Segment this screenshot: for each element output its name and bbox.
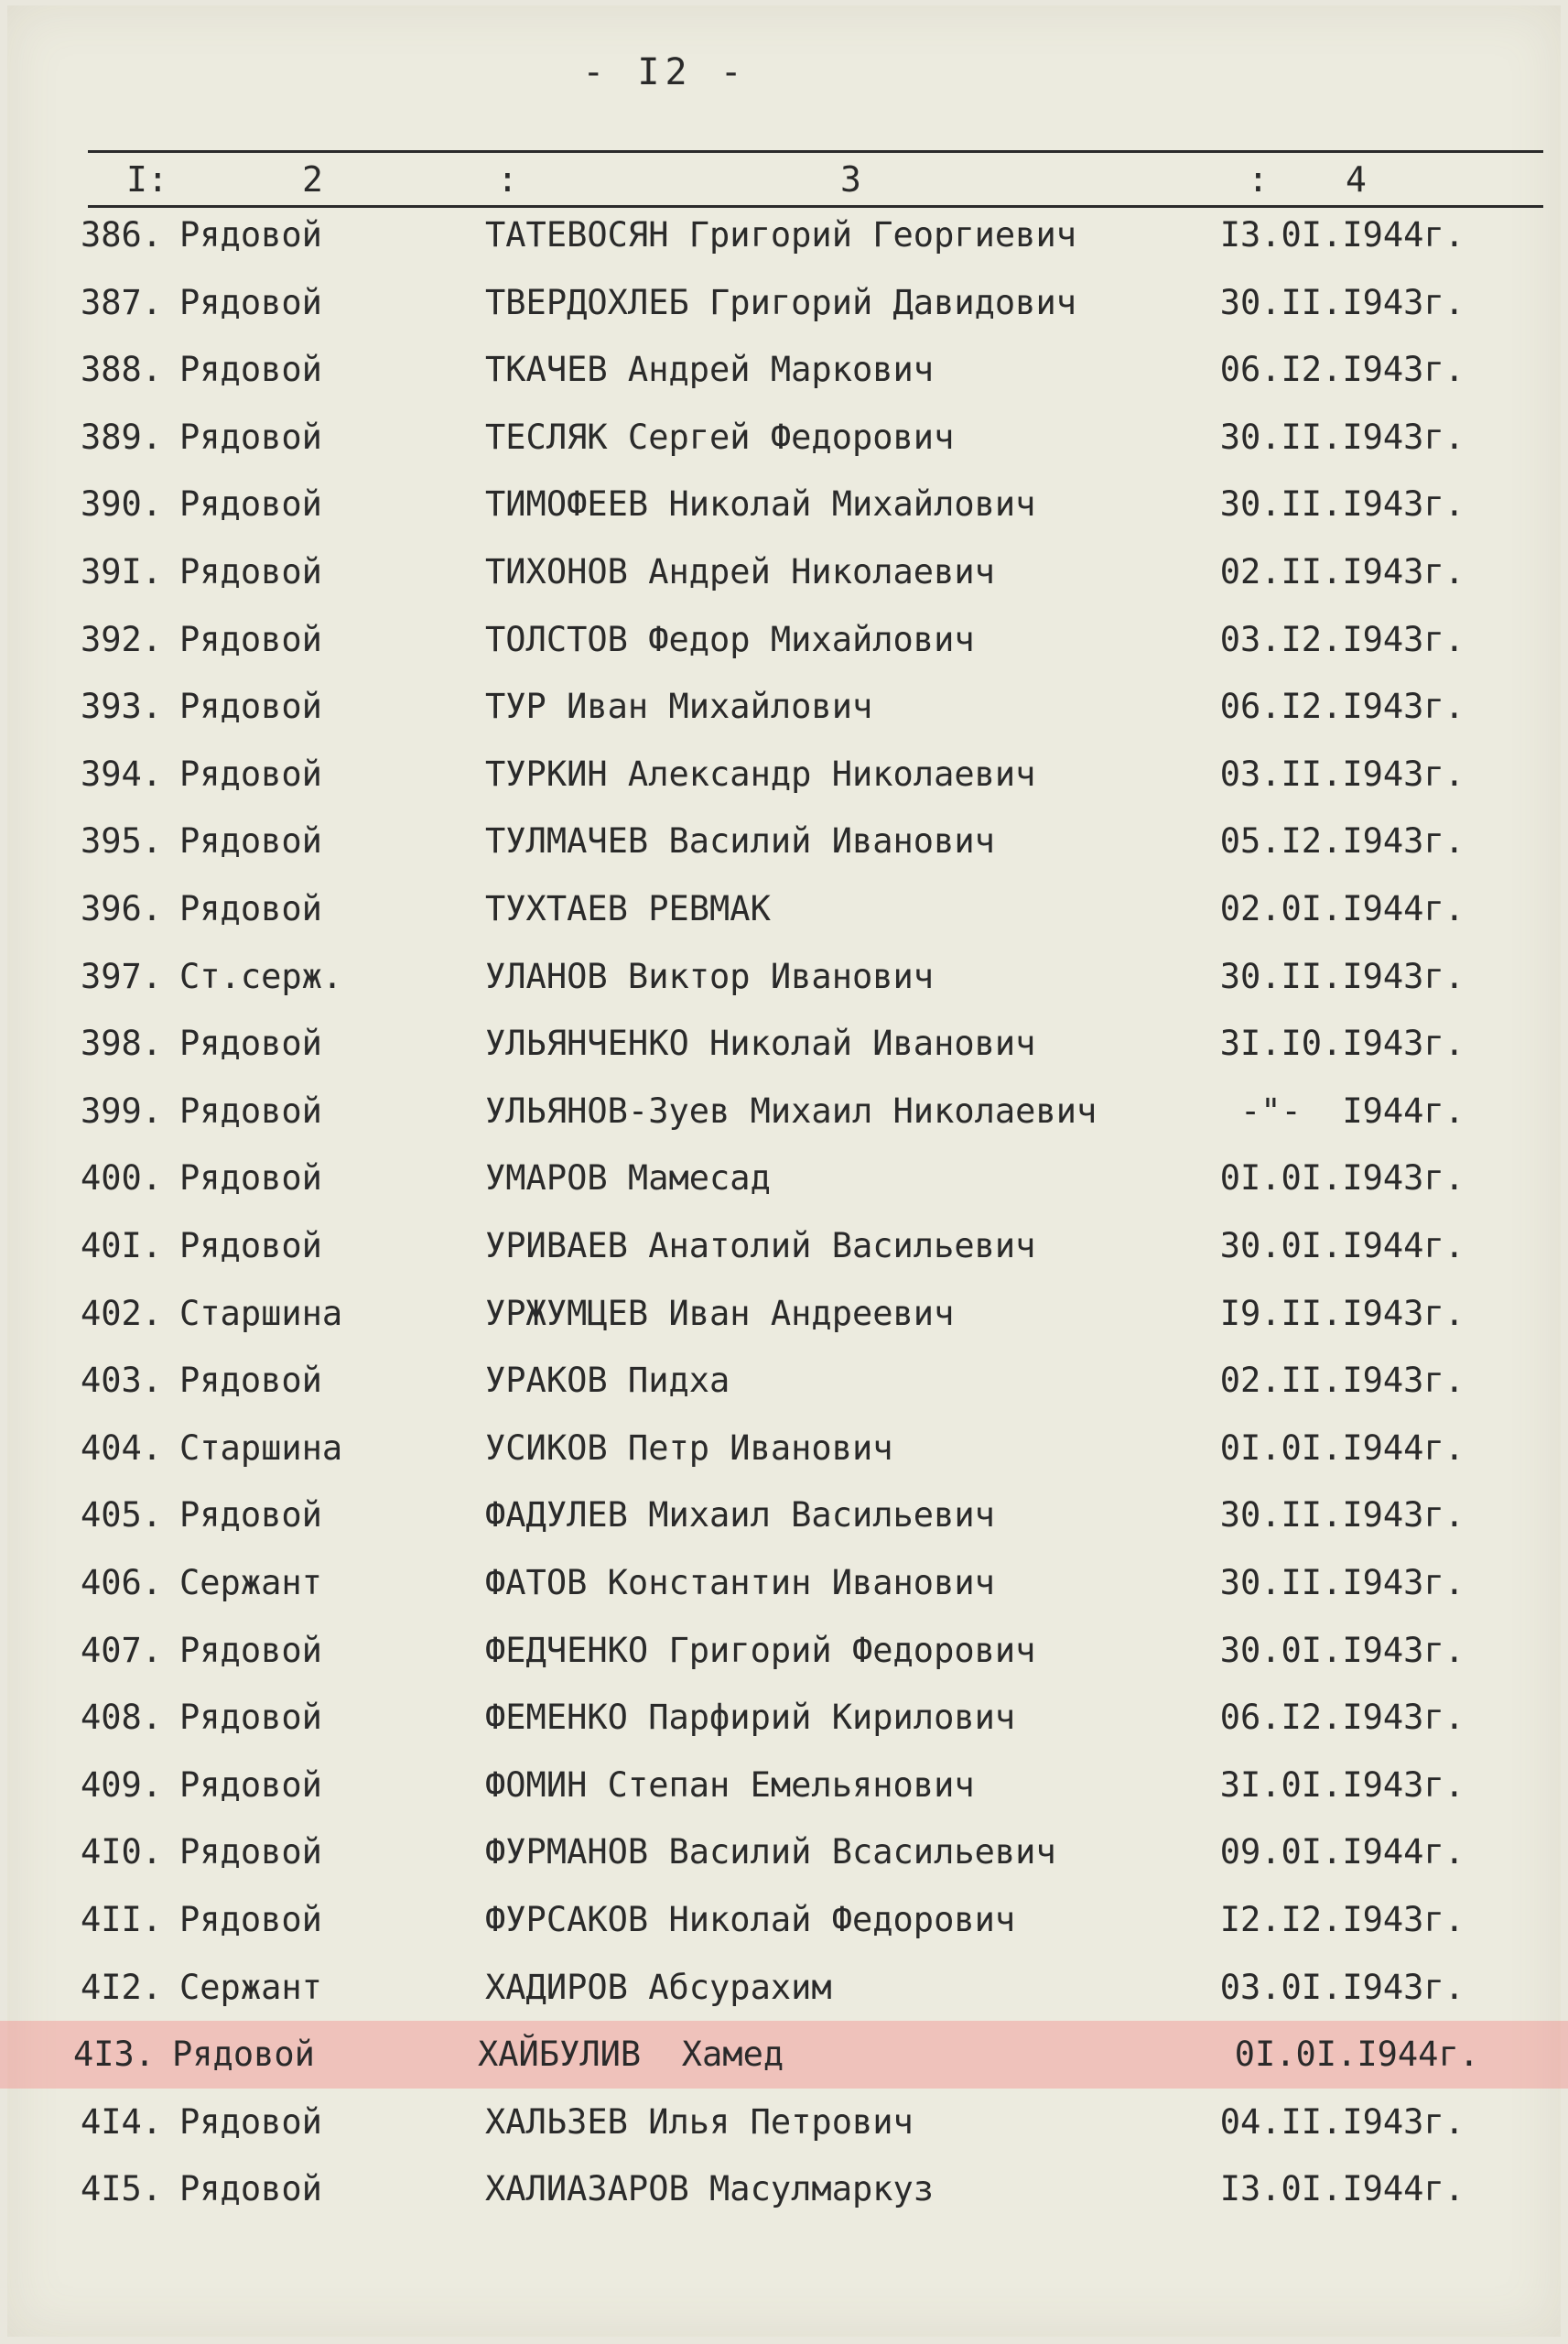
row-date: 02.II.I943г. bbox=[1219, 552, 1465, 591]
row-name: ФУРСАКОВ Николай Федорович bbox=[485, 1900, 1016, 1939]
row-date: I3.0I.I944г. bbox=[1219, 2169, 1465, 2209]
row-rank: Рядовой bbox=[179, 1495, 322, 1536]
row-date: 09.0I.I944г. bbox=[1219, 1832, 1465, 1872]
table-row bbox=[7, 1078, 1561, 1145]
row-name: ТУЛМАЧЕВ Василий Иванович bbox=[485, 821, 995, 862]
table-row bbox=[7, 1752, 1561, 1819]
row-number: 4I2. bbox=[81, 1967, 163, 2007]
row-name: УРИВАЕВ Анатолий Васильевич bbox=[485, 1226, 1036, 1265]
table-row bbox=[7, 1145, 1561, 1212]
row-number: 396. bbox=[81, 889, 163, 928]
row-date: 0I.0I.I944г. bbox=[1234, 2035, 1479, 2075]
column-header-3: 3 bbox=[840, 159, 861, 200]
row-rank: Рядовой bbox=[179, 1226, 322, 1265]
row-rank: Рядовой bbox=[179, 552, 322, 591]
row-name: ХАЛЬЗЕВ Илья Петрович bbox=[485, 2101, 914, 2142]
row-rank: Рядовой bbox=[179, 1764, 322, 1805]
row-rank: Рядовой bbox=[179, 350, 322, 390]
row-name: ТЕСЛЯК Сергей Федорович bbox=[485, 417, 955, 457]
row-number: 406. bbox=[81, 1563, 163, 1602]
row-number: 398. bbox=[81, 1024, 163, 1064]
row-rank: Рядовой bbox=[179, 1361, 322, 1401]
header-rule-top bbox=[88, 150, 1543, 153]
row-name: ХАДИРОВ Абсурахим bbox=[485, 1967, 832, 2007]
table-row bbox=[7, 943, 1561, 1011]
row-rank: Рядовой bbox=[179, 687, 322, 727]
row-date: I2.I2.I943г. bbox=[1219, 1900, 1465, 1939]
row-date: 30.0I.I943г. bbox=[1219, 1630, 1465, 1670]
row-number: 407. bbox=[81, 1630, 163, 1670]
table-row bbox=[7, 1549, 1561, 1617]
table-row bbox=[7, 1010, 1561, 1078]
row-name: УЛЬЯНОВ-Зуев Михаил Николаевич bbox=[485, 1091, 1098, 1131]
row-number: 399. bbox=[81, 1091, 163, 1131]
row-date: 30.II.I943г. bbox=[1219, 1563, 1465, 1602]
row-number: 405. bbox=[81, 1495, 163, 1536]
table-row bbox=[7, 1481, 1561, 1549]
row-rank: Рядовой bbox=[179, 484, 322, 525]
row-number: 402. bbox=[81, 1293, 163, 1333]
column-header-4: 4 bbox=[1346, 159, 1367, 200]
row-name: УСИКОВ Петр Иванович bbox=[485, 1427, 893, 1468]
table-row bbox=[7, 673, 1561, 741]
table-row bbox=[7, 808, 1561, 875]
row-date: 3I.0I.I943г. bbox=[1219, 1764, 1465, 1805]
row-date: 03.I2.I943г. bbox=[1219, 619, 1465, 659]
table-row bbox=[7, 269, 1561, 337]
table-row bbox=[7, 2155, 1561, 2223]
column-separator-3: : bbox=[1248, 159, 1269, 200]
row-name: ФАТОВ Константин Иванович bbox=[485, 1563, 995, 1602]
row-rank: Рядовой bbox=[179, 282, 322, 322]
row-rank: Рядовой bbox=[179, 2101, 322, 2142]
table-row bbox=[7, 336, 1561, 404]
row-date: 02.0I.I944г. bbox=[1219, 889, 1465, 928]
row-rank: Рядовой bbox=[179, 1630, 322, 1670]
row-rank: Рядовой bbox=[179, 2169, 322, 2209]
table-row bbox=[7, 1886, 1561, 1954]
row-rank: Рядовой bbox=[179, 619, 322, 659]
row-number: 392. bbox=[81, 619, 163, 659]
row-rank: Рядовой bbox=[179, 1832, 322, 1872]
row-date: 30.0I.I944г. bbox=[1219, 1226, 1465, 1265]
row-rank: Рядовой bbox=[179, 1900, 322, 1939]
row-number: 397. bbox=[81, 956, 163, 996]
table-row bbox=[7, 201, 1561, 269]
row-rank: Рядовой bbox=[179, 1698, 322, 1738]
row-number: 4II. bbox=[81, 1900, 163, 1939]
row-date: 04.II.I943г. bbox=[1219, 2101, 1465, 2142]
row-name: ХАЙБУЛИВ Хамед bbox=[478, 2035, 784, 2075]
row-name: ТВЕРДОХЛЕБ Григорий Давидович bbox=[485, 282, 1077, 322]
table-row bbox=[7, 1954, 1561, 2022]
row-date: 06.I2.I943г. bbox=[1219, 350, 1465, 390]
row-rank: Старшина bbox=[179, 1427, 343, 1468]
row-date: 30.II.I943г. bbox=[1219, 956, 1465, 996]
row-rank: Старшина bbox=[179, 1293, 343, 1333]
row-date: 06.I2.I943г. bbox=[1219, 1698, 1465, 1738]
row-number: 409. bbox=[81, 1764, 163, 1805]
row-number: 404. bbox=[81, 1427, 163, 1468]
row-number: 390. bbox=[81, 484, 163, 525]
row-rank: Рядовой bbox=[179, 417, 322, 457]
column-header-2: 2 bbox=[302, 159, 323, 200]
table-row bbox=[7, 1684, 1561, 1752]
row-date: 3I.I0.I943г. bbox=[1219, 1024, 1465, 1064]
row-date: 06.I2.I943г. bbox=[1219, 687, 1465, 727]
row-number: 39I. bbox=[81, 552, 163, 591]
row-date: 30.II.I943г. bbox=[1219, 484, 1465, 525]
row-number: 389. bbox=[81, 417, 163, 457]
column-header-1: I: bbox=[126, 159, 168, 200]
row-date: 05.I2.I943г. bbox=[1219, 821, 1465, 862]
column-separator-2: : bbox=[497, 159, 518, 200]
row-name: УЛАНОВ Виктор Иванович bbox=[485, 956, 935, 996]
page-number: - I2 - bbox=[582, 51, 748, 93]
table-row bbox=[7, 2089, 1561, 2156]
row-number: 403. bbox=[81, 1361, 163, 1401]
row-number: 4I4. bbox=[81, 2101, 163, 2142]
table-row bbox=[7, 1347, 1561, 1415]
row-name: ТИМОФЕЕВ Николай Михайлович bbox=[485, 484, 1036, 525]
row-rank: Рядовой bbox=[179, 215, 322, 255]
table-row bbox=[7, 1415, 1561, 1482]
row-name: ТКАЧЕВ Андрей Маркович bbox=[485, 350, 935, 390]
row-number: 400. bbox=[81, 1158, 163, 1199]
row-number: 387. bbox=[81, 282, 163, 322]
row-name: ТАТЕВОСЯН Григорий Георгиевич bbox=[485, 215, 1077, 255]
row-date: I3.0I.I944г. bbox=[1219, 215, 1465, 255]
document-page bbox=[7, 5, 1561, 2337]
row-name: ФАДУЛЕВ Михаил Васильевич bbox=[485, 1495, 995, 1536]
row-name: УРАКОВ Пидха bbox=[485, 1361, 730, 1401]
row-rank: Рядовой bbox=[179, 1091, 322, 1131]
row-number: 388. bbox=[81, 350, 163, 390]
row-name: УЛЬЯНЧЕНКО Николай Иванович bbox=[485, 1024, 1036, 1064]
row-number: 408. bbox=[81, 1698, 163, 1738]
row-name: ТУРКИН Александр Николаевич bbox=[485, 754, 1036, 794]
table-row bbox=[7, 404, 1561, 472]
row-rank: Рядовой bbox=[179, 1158, 322, 1199]
table-row bbox=[7, 875, 1561, 943]
row-rank: Ст.серж. bbox=[179, 956, 343, 996]
table-row bbox=[0, 2021, 1568, 2089]
table-row bbox=[7, 471, 1561, 538]
row-number: 394. bbox=[81, 754, 163, 794]
row-rank: Рядовой bbox=[179, 1024, 322, 1064]
row-number: 395. bbox=[81, 821, 163, 862]
row-date: 0I.0I.I944г. bbox=[1219, 1427, 1465, 1468]
table-row bbox=[7, 1818, 1561, 1886]
row-name: ФОМИН Степан Емельянович bbox=[485, 1764, 975, 1805]
row-rank: Рядовой bbox=[179, 889, 322, 928]
row-date: 30.II.I943г. bbox=[1219, 417, 1465, 457]
row-date: 30.II.I943г. bbox=[1219, 1495, 1465, 1536]
row-rank: Сержант bbox=[179, 1563, 322, 1602]
table-row bbox=[7, 606, 1561, 674]
row-name: ТОЛСТОВ Федор Михайлович bbox=[485, 619, 975, 659]
table-row bbox=[7, 538, 1561, 606]
table-row bbox=[7, 741, 1561, 808]
row-rank: Рядовой bbox=[179, 821, 322, 862]
row-name: ТУХТАЕВ РЕВМАК bbox=[485, 889, 771, 928]
table-row bbox=[7, 1280, 1561, 1348]
row-date: 03.II.I943г. bbox=[1219, 754, 1465, 794]
row-rank: Сержант bbox=[179, 1967, 322, 2007]
row-date: 03.0I.I943г. bbox=[1219, 1967, 1465, 2007]
row-rank: Рядовой bbox=[172, 2035, 315, 2075]
row-date: I9.II.I943г. bbox=[1219, 1293, 1465, 1333]
row-name: УРЖУМЦЕВ Иван Андреевич bbox=[485, 1293, 955, 1333]
row-name: УМАРОВ Мамесад bbox=[485, 1158, 771, 1199]
row-name: ФЕДЧЕНКО Григорий Федорович bbox=[485, 1630, 1036, 1670]
row-name: ФЕМЕНКО Парфирий Кирилович bbox=[485, 1698, 1016, 1738]
row-number: 4I3. bbox=[73, 2035, 156, 2075]
row-rank: Рядовой bbox=[179, 754, 322, 794]
row-name: ХАЛИАЗАРОВ Масулмаркуз bbox=[485, 2169, 935, 2209]
row-name: ТИХОНОВ Андрей Николаевич bbox=[485, 552, 995, 591]
row-number: 4I5. bbox=[81, 2169, 163, 2209]
row-date: 0I.0I.I943г. bbox=[1219, 1158, 1465, 1199]
row-number: 386. bbox=[81, 215, 163, 255]
row-date: 30.II.I943г. bbox=[1219, 282, 1465, 322]
row-number: 4I0. bbox=[81, 1832, 163, 1872]
row-number: 393. bbox=[81, 687, 163, 727]
row-date: -"- I944г. bbox=[1239, 1091, 1465, 1131]
table-row bbox=[7, 1212, 1561, 1280]
row-number: 40I. bbox=[81, 1226, 163, 1265]
row-name: ФУРМАНОВ Василий Всасильевич bbox=[485, 1832, 1056, 1872]
table-row bbox=[7, 1617, 1561, 1685]
row-date: 02.II.I943г. bbox=[1219, 1361, 1465, 1401]
row-name: ТУР Иван Михайлович bbox=[485, 687, 873, 727]
